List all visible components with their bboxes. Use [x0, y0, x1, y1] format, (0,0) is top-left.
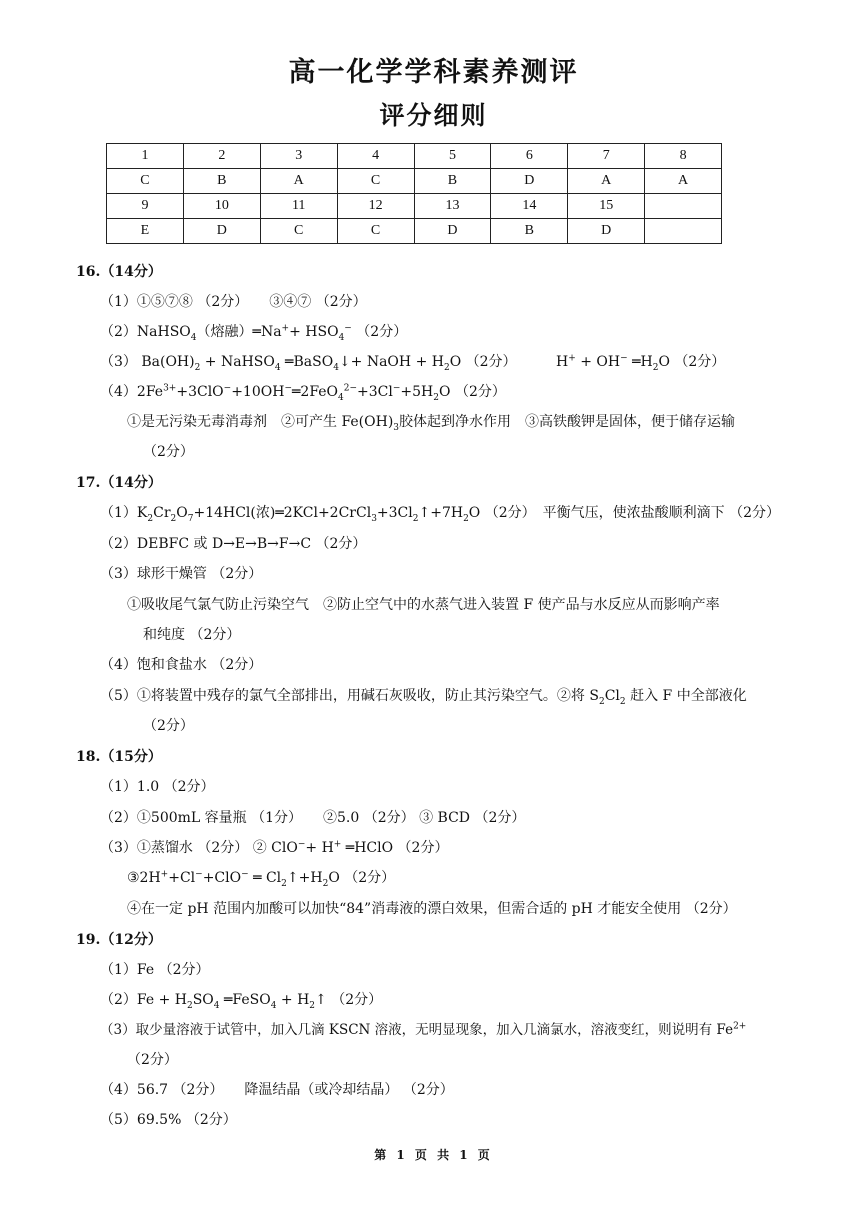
question-18-heading: 18.（15分）	[76, 749, 162, 765]
text: +ClO	[202, 870, 242, 886]
text: ═HClO （2分）	[341, 840, 449, 856]
answer-cell: D	[491, 169, 568, 194]
answer-cell: 15	[568, 194, 645, 219]
answer-cell	[645, 219, 722, 244]
superscript: +	[160, 869, 169, 880]
answer-cell: B	[414, 169, 491, 194]
answer-cell: C	[107, 169, 184, 194]
text: ↑+7H	[418, 505, 464, 521]
q17-part5-score: （2分）	[143, 718, 194, 734]
text: O （2分）	[439, 384, 506, 400]
text: ═FeSO	[219, 992, 271, 1008]
text: ↓+ NaOH + H	[338, 354, 444, 370]
q17-part5	[100, 686, 747, 706]
table-row	[107, 194, 722, 219]
subscript: 2	[322, 878, 329, 889]
text: （熔融）═Na	[196, 324, 282, 340]
question-17-heading: 17.（14分）	[76, 475, 162, 491]
subscript: 2	[443, 362, 450, 373]
subscript: 2	[281, 878, 287, 889]
subscript: 3	[393, 422, 400, 433]
text: +3Cl	[357, 384, 393, 400]
answer-cell: 3	[260, 144, 337, 169]
subscript: 3	[371, 513, 377, 524]
superscript: 3+	[163, 383, 177, 394]
text: ↑ （2分）	[315, 992, 383, 1008]
text: ═H	[627, 354, 653, 370]
q19-part1: （1）Fe （2分）	[100, 962, 210, 978]
q16-part4-score: （2分）	[143, 444, 194, 460]
subscript: 4	[338, 332, 345, 343]
subscript: 2	[412, 513, 419, 524]
text: +Cl	[168, 870, 196, 886]
subscript: 4	[190, 332, 197, 343]
answer-cell: 11	[260, 194, 337, 219]
text: SO	[192, 992, 214, 1008]
q17-part3-reasons: ①吸收尾气氯气防止污染空气 ②防止空气中的水蒸气进入装置 F 使产品与水反应从而影响产率	[127, 597, 720, 613]
page-title: 高一化学学科素养测评	[288, 57, 579, 88]
text: Cr	[153, 505, 171, 521]
answer-cell: 2	[183, 144, 260, 169]
subscript: 2	[194, 362, 201, 373]
q16-part1: （1）①⑤⑦⑧ （2分） ③④⑦ （2分）	[100, 294, 367, 310]
superscript: +	[333, 839, 342, 850]
subscript: 4	[338, 392, 344, 403]
text: ①是无污染无毒消毒剂 ②可产生 Fe(OH)	[127, 414, 394, 430]
subscript: 2	[147, 513, 154, 524]
text: 赶入 F 中全部液化	[625, 688, 747, 704]
q18-part2: （2）①500mL 容量瓶 （1分） ②5.0 （2分） ③ BCD （2分）	[100, 810, 526, 826]
answer-cell: A	[260, 169, 337, 194]
text: + NaHSO	[200, 354, 275, 370]
answer-cell: A	[568, 169, 645, 194]
text: （3）①蒸馏水 （2分） ② ClO	[100, 840, 298, 856]
text: Cl	[604, 688, 620, 704]
table-row	[107, 169, 722, 194]
answer-cell: 10	[183, 194, 260, 219]
superscript: −	[344, 323, 352, 334]
answer-cell: D	[183, 219, 260, 244]
answer-cell: E	[107, 219, 184, 244]
text: O （2分）	[658, 354, 726, 370]
answer-cell: C	[337, 169, 414, 194]
q17-part1	[100, 503, 780, 523]
text: + OH	[575, 354, 621, 370]
text: O （2分）	[328, 870, 396, 886]
text: （3）取少量溶液于试管中，加入几滴 KSCN 溶液，无明显现象，加入几滴氯水，溶液变红，则说明有 Fe	[100, 1022, 734, 1038]
subscript: 4	[270, 1000, 277, 1011]
q18-part1: （1）1.0 （2分）	[100, 779, 215, 795]
text: +3Cl	[376, 505, 413, 521]
question-16-heading: 16.（14分）	[76, 264, 162, 280]
text: （2）NaHSO	[100, 324, 191, 340]
table-row	[107, 219, 722, 244]
q19-part5: （5）69.5% （2分）	[100, 1112, 237, 1128]
answer-cell: B	[183, 169, 260, 194]
text: +3ClO	[176, 384, 224, 400]
text: O	[176, 505, 188, 521]
superscript: −	[223, 383, 232, 394]
text: ═ Cl	[248, 870, 282, 886]
answer-cell: D	[568, 219, 645, 244]
superscript: −	[392, 383, 401, 394]
text: （2分）	[351, 324, 408, 340]
superscript: −	[195, 869, 203, 880]
subscript: 2	[309, 1000, 316, 1011]
q19-part3	[100, 1020, 746, 1040]
q16-part3-ionic-equation	[556, 352, 725, 372]
subscript: 4	[274, 362, 281, 373]
superscript: −	[241, 869, 249, 880]
subscript: 7	[187, 513, 194, 524]
superscript: 2+	[733, 1021, 747, 1032]
subscript: 2	[463, 513, 469, 524]
answer-cell: C	[260, 219, 337, 244]
text: ═BaSO	[280, 354, 334, 370]
q17-part2: （2）DEBFC 或 D→E→B→F→C （2分）	[100, 536, 367, 552]
q16-part4	[100, 382, 506, 402]
answer-cell: A	[645, 169, 722, 194]
text: （3） Ba(OH)	[100, 354, 195, 370]
q18-part3-equation	[127, 868, 395, 888]
answer-cell: 4	[337, 144, 414, 169]
answer-cell: 9	[107, 194, 184, 219]
superscript: 2−	[343, 383, 358, 394]
question-19-heading: 19.（12分）	[76, 932, 162, 948]
q18-part3-conclusion: ④在一定 pH 范围内加酸可以加快“84”消毒液的漂白效果，但需合适的 pH 才能安全使用 （2分）	[127, 901, 737, 917]
q16-part3-equation	[100, 352, 517, 372]
text: + HSO	[289, 324, 339, 340]
answer-cell: D	[414, 219, 491, 244]
subscript: 4	[333, 362, 339, 373]
answer-cell: 1	[107, 144, 184, 169]
subscript: 2	[652, 362, 659, 373]
text: + H	[305, 840, 334, 856]
text: （1）K	[100, 505, 148, 521]
answer-table	[106, 143, 722, 244]
text: ③2H	[127, 870, 161, 886]
text: 胶体起到净水作用 ③高铁酸钾是固体，便于储存运输	[399, 414, 736, 430]
answer-cell: 7	[568, 144, 645, 169]
q17-part3: （3）球形干燥管 （2分）	[100, 566, 263, 582]
page-footer: 第 1 页 共 1 页	[374, 1148, 493, 1162]
page-subtitle: 评分细则	[379, 101, 488, 130]
text: ═2FeO	[291, 384, 339, 400]
table-row	[107, 144, 722, 169]
answer-cell	[645, 194, 722, 219]
answer-cell: 13	[414, 194, 491, 219]
text: （5）①将装置中残存的氯气全部排出，用碱石灰吸收，防止其污染空气。②将 S	[100, 688, 599, 704]
subscript: 2	[433, 392, 440, 403]
q17-part3-reasons-cont: 和纯度 （2分）	[143, 627, 241, 643]
answer-cell: 8	[645, 144, 722, 169]
subscript: 4	[213, 1000, 220, 1011]
answer-cell: 5	[414, 144, 491, 169]
superscript: +	[281, 323, 290, 334]
q19-part2	[100, 990, 382, 1010]
text: O （2分）	[449, 354, 517, 370]
superscript: −	[284, 383, 292, 394]
text: H	[556, 354, 569, 370]
q19-part4: （4）56.7 （2分） 降温结晶（或冷却结晶） （2分）	[100, 1082, 454, 1098]
q16-part2	[100, 322, 407, 342]
text: +5H	[400, 384, 434, 400]
text: +14HCl(浓)═2KCl+2CrCl	[193, 505, 372, 521]
text: （4）2Fe	[100, 384, 164, 400]
text: （2）Fe + H	[100, 992, 187, 1008]
subscript: 2	[598, 696, 605, 707]
subscript: 2	[170, 513, 177, 524]
superscript: +	[568, 353, 576, 364]
q19-part3-score: （2分）	[127, 1052, 178, 1068]
q16-part4-reasons	[127, 412, 735, 432]
superscript: −	[297, 839, 306, 850]
answer-cell: C	[337, 219, 414, 244]
q17-part4: （4）饱和食盐水 （2分）	[100, 657, 263, 673]
text: ↑+H	[286, 870, 323, 886]
q18-part3	[100, 838, 448, 858]
answer-cell: 14	[491, 194, 568, 219]
subscript: 2	[186, 1000, 193, 1011]
text: + H	[276, 992, 310, 1008]
superscript: −	[620, 353, 628, 364]
subscript: 2	[619, 696, 626, 707]
answer-cell: 12	[337, 194, 414, 219]
answer-cell: 6	[491, 144, 568, 169]
answer-cell: B	[491, 219, 568, 244]
text: O （2分） 平衡气压，使浓盐酸顺利滴下 （2分）	[468, 505, 780, 521]
text: +10OH	[231, 384, 285, 400]
